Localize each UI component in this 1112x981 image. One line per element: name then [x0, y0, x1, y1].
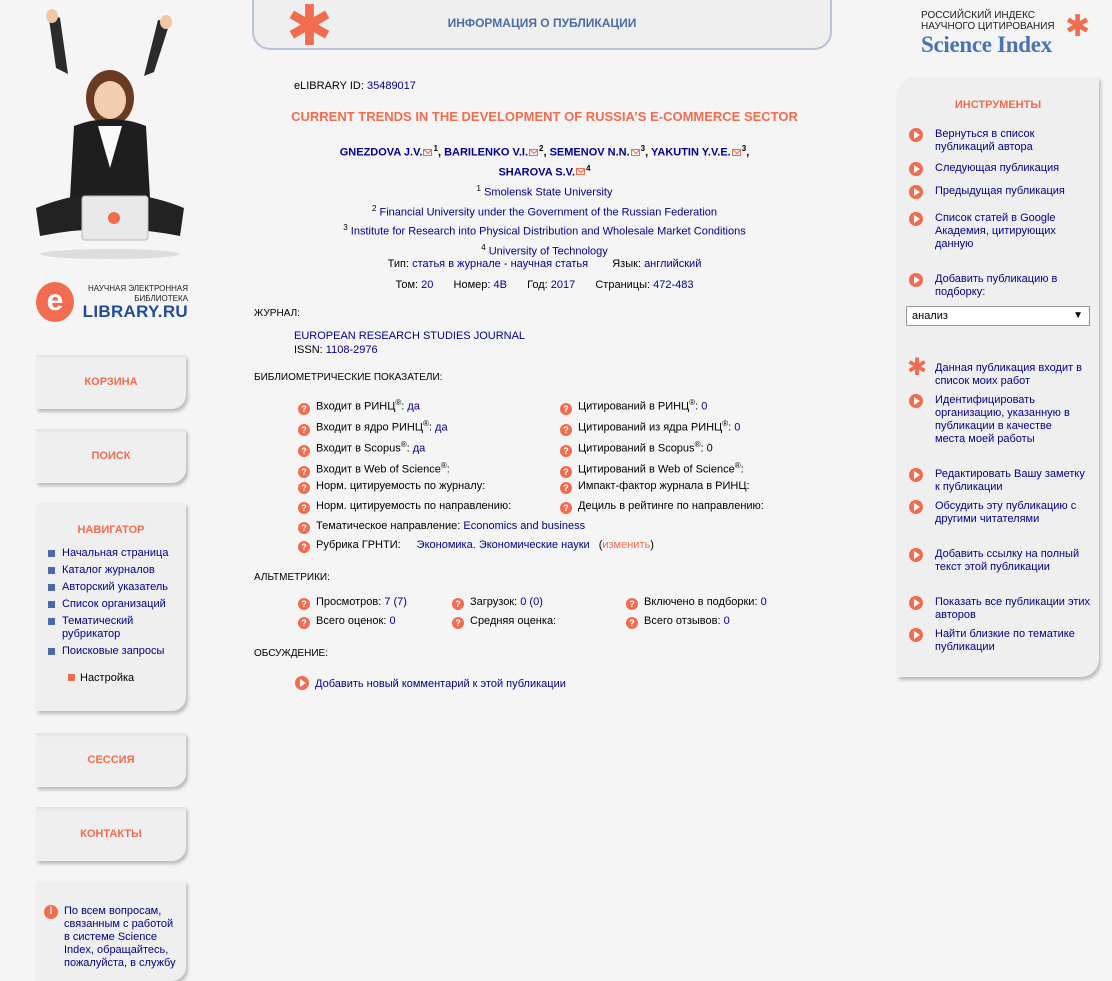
- help-icon[interactable]: ?: [452, 598, 464, 610]
- nav-search-queries-link[interactable]: Поисковые запросы: [48, 645, 186, 658]
- science-index-brand: Science Index: [921, 32, 1052, 57]
- affiliation-link[interactable]: Smolensk State University: [484, 186, 613, 199]
- science-index-caption: РОССИЙСКИЙ ИНДЕКС НАУЧНОГО ЦИТИРОВАНИЯ: [921, 10, 1055, 32]
- collection-select-value: анализ: [912, 310, 948, 322]
- grnti-link[interactable]: Экономика. Экономические науки: [416, 539, 590, 551]
- affiliation-link[interactable]: University of Technology: [488, 245, 608, 258]
- tool-next-publication[interactable]: Следующая публикация: [909, 162, 1095, 175]
- affiliation-link[interactable]: Financial University under the Government of the Russian Federation: [379, 206, 718, 219]
- session-button[interactable]: СЕССИЯ: [36, 733, 186, 787]
- mail-icon[interactable]: [732, 149, 741, 156]
- mail-icon[interactable]: [423, 149, 432, 156]
- help-icon[interactable]: ?: [298, 502, 310, 514]
- help-icon[interactable]: ?: [560, 502, 572, 514]
- help-icon[interactable]: ?: [298, 617, 310, 629]
- metric-norm-direction: ? Норм. цитируемость по направлению:: [298, 500, 511, 514]
- info-icon: i: [44, 905, 58, 919]
- metric-in-scopus: ? Входит в Scopus®: да: [298, 440, 425, 457]
- help-icon[interactable]: ?: [298, 424, 310, 436]
- publication-title: [252, 109, 837, 124]
- help-icon[interactable]: ?: [298, 482, 310, 494]
- affiliation-number: 3: [343, 223, 348, 233]
- affiliation-number: 2: [371, 203, 377, 213]
- publication-title-text: CURRENT TRENDS IN THE DEVELOPMENT OF RUSSIA’S E-COMMERCE SECTOR: [291, 109, 798, 124]
- language-value: английский: [644, 258, 702, 270]
- language-label: Язык:: [612, 258, 641, 270]
- issn-label: ISSN:: [294, 344, 323, 356]
- mail-icon[interactable]: [631, 149, 640, 156]
- arrow-right-icon: [909, 628, 923, 642]
- navigator-panel: [36, 503, 186, 711]
- author-affiliation-number: 3: [741, 144, 747, 153]
- help-icon[interactable]: ?: [452, 617, 464, 629]
- metric-citations-scopus: ? Цитирований в Scopus®: 0: [560, 440, 713, 457]
- arrow-right-icon: [909, 162, 923, 176]
- add-comment-link[interactable]: Добавить новый комментарий к этой публикации: [295, 676, 566, 690]
- issn-value: 1108-2976: [325, 344, 378, 356]
- page-title: ИНФОРМАЦИЯ О ПУБЛИКАЦИИ: [447, 16, 637, 30]
- author-link[interactable]: BARILENKO V.I.: [444, 146, 529, 159]
- type-label: Тип:: [387, 258, 410, 270]
- number-label: Номер:: [453, 279, 491, 291]
- grnti-change-link[interactable]: изменить: [602, 539, 651, 551]
- metric-in-rinc: ? Входит в РИНЦ®: да: [298, 398, 420, 415]
- arrow-right-icon: [909, 596, 923, 610]
- type-language-row: [252, 258, 837, 270]
- tool-edit-note[interactable]: Редактировать Вашу заметку к публикации: [909, 468, 1095, 494]
- help-icon[interactable]: ?: [560, 445, 572, 457]
- affiliation-number: 1: [476, 184, 481, 193]
- elibrary-id-label: eLIBRARY ID:: [294, 80, 364, 92]
- tool-identify-organization[interactable]: Идентифицировать организацию, указанную в публикации в качестве места моей работы: [909, 394, 1095, 446]
- metric-citations-rinc-core: ? Цитирований из ядра РИНЦ®: 0: [560, 419, 740, 436]
- help-icon[interactable]: ?: [560, 424, 572, 436]
- help-icon[interactable]: ?: [626, 598, 638, 610]
- discussion-section-label: ОБСУЖДЕНИЕ:: [254, 648, 329, 659]
- asterisk-icon: ✱: [1065, 10, 1091, 43]
- author-link[interactable]: SHAROVA S.V.: [498, 166, 576, 179]
- affiliation-number: 4: [481, 242, 486, 252]
- tool-my-works[interactable]: ✱ Данная публикация входит в список моих работ: [907, 354, 1083, 387]
- tool-back-to-author-list[interactable]: Вернуться в список публикаций автора: [909, 128, 1095, 154]
- help-icon[interactable]: ?: [298, 403, 310, 415]
- arrow-right-icon: [909, 128, 923, 142]
- metric-views: ? Просмотров: 7 (7): [298, 596, 407, 610]
- page-header-tab: [252, 0, 832, 57]
- tools-panel: [897, 77, 1099, 677]
- tools-title: ИНСТРУМЕНТЫ: [954, 99, 1042, 111]
- elibrary-logo-brand: LIBRARY.RU: [82, 302, 188, 321]
- mail-icon[interactable]: [576, 168, 585, 175]
- author-affiliation-number: 2: [539, 144, 544, 153]
- support-info-box: [36, 881, 186, 981]
- metric-downloads: ? Загрузок: 0 (0): [452, 596, 543, 610]
- help-icon[interactable]: ?: [626, 617, 638, 629]
- arrow-right-icon: [295, 676, 309, 690]
- metric-decile: ? Дециль в рейтинге по направлению:: [560, 500, 764, 514]
- journal-info: [294, 329, 879, 357]
- author-link[interactable]: GNEZDOVA J.V.: [339, 146, 423, 159]
- biblio-section-label: БИБЛИОМЕТРИЧЕСКИЕ ПОКАЗАТЕЛИ:: [254, 372, 443, 383]
- search-button[interactable]: ПОИСК: [36, 429, 186, 483]
- help-icon[interactable]: ?: [298, 598, 310, 610]
- metric-norm-journal: ? Норм. цитируемость по журналу:: [298, 480, 485, 494]
- flower-icon: ✱: [286, 0, 333, 57]
- metric-grnti: ? Рубрика ГРНТИ: Экономика. Экономические науки (изменить): [298, 539, 654, 553]
- metric-average-rating: ? Средняя оценка:: [452, 615, 556, 629]
- tool-discuss-publication[interactable]: Обсудить эту публикацию с другими читателями: [909, 500, 1095, 526]
- mail-icon[interactable]: [529, 149, 538, 156]
- metric-reviews: ? Всего отзывов: 0: [626, 615, 730, 629]
- arrow-right-icon: [909, 548, 923, 562]
- help-icon[interactable]: ?: [298, 541, 310, 553]
- metric-impact-factor: ? Импакт-фактор журнала в РИНЦ:: [560, 480, 750, 494]
- metric-in-wos: ? Входит в Web of Science®:: [298, 461, 450, 478]
- affiliation-link[interactable]: Institute for Research into Physical Distribution and Wholesale Market Conditions: [350, 225, 746, 238]
- navigator-title: НАВИГАТОР: [77, 524, 145, 536]
- altmetrics-section-label: АЛЬТМЕТРИКИ:: [254, 572, 330, 583]
- arrow-right-icon: [909, 394, 923, 408]
- asterisk-icon: ✱: [907, 354, 928, 381]
- help-icon[interactable]: ?: [298, 445, 310, 457]
- type-value: статья в журнале - научная статья: [412, 258, 589, 270]
- elibrary-logo-caption: НАУЧНАЯ ЭЛЕКТРОННАЯ БИБЛИОТЕКА: [88, 284, 188, 303]
- metric-citations-rinc: ? Цитирований в РИНЦ®: 0: [560, 398, 707, 415]
- tool-add-fulltext-link[interactable]: Добавить ссылку на полный текст этой публикации: [909, 548, 1095, 574]
- cart-button[interactable]: КОРЗИНА: [36, 355, 186, 409]
- author-affiliation-number: 1: [433, 144, 438, 153]
- pages-label: Страницы:: [595, 279, 651, 291]
- number-value[interactable]: 4B: [493, 279, 507, 291]
- arrow-right-icon: [909, 468, 923, 482]
- year-value: 2017: [550, 279, 576, 291]
- tool-show-authors-publications[interactable]: Показать все публикации этих авторов: [909, 596, 1095, 622]
- arrow-right-icon: [909, 500, 923, 514]
- woman-with-laptop-photo: [30, 8, 190, 260]
- nav-author-index-link[interactable]: Авторский указатель: [48, 581, 186, 594]
- topic-link[interactable]: Economics and business: [463, 520, 586, 532]
- author-link[interactable]: YAKUTIN Y.V.E.: [651, 146, 731, 159]
- nav-journals-catalog-link[interactable]: Каталог журналов: [48, 564, 186, 577]
- volume-label: Том:: [395, 279, 419, 291]
- metric-collections: ? Включено в подборки: 0: [626, 596, 767, 610]
- arrow-right-icon: [909, 212, 923, 226]
- nav-thematic-rubricator-link[interactable]: Тематический рубрикатор: [48, 615, 138, 641]
- authors-list: GNEZDOVA J.V. $^1$, BARILENKO V.I. $^2$, SEMENOV N.N. $^3$, YAKUTIN Y.V.E. $^3$, SHAROVA S.V. $^4$: [339, 144, 750, 179]
- author-affiliation-number: 4: [586, 163, 591, 173]
- author-link[interactable]: SEMENOV N.N.: [549, 146, 630, 159]
- journal-name-link[interactable]: EUROPEAN RESEARCH STUDIES JOURNAL: [294, 330, 526, 342]
- nav-settings-link[interactable]: Настройка: [68, 672, 186, 684]
- metric-citations-wos: ? Цитирований в Web of Science®:: [560, 461, 744, 478]
- help-icon[interactable]: ?: [560, 482, 572, 494]
- arrow-right-icon: [909, 273, 923, 287]
- metric-in-rinc-core: ? Входит в ядро РИНЦ®: да: [298, 419, 448, 436]
- tool-add-to-collection[interactable]: Добавить публикацию в подборку:: [909, 273, 1095, 299]
- contacts-button[interactable]: КОНТАКТЫ: [36, 807, 186, 861]
- help-icon[interactable]: ?: [298, 466, 310, 478]
- year-label: Год:: [527, 279, 548, 291]
- tool-find-similar[interactable]: Найти близкие по тематике публикации: [909, 628, 1095, 654]
- metric-ratings: ? Всего оценок: 0: [298, 615, 396, 629]
- support-info-text: По всем вопросам, связанным с работой в системе Science Index, обращайтесь, пожалуйста, в службу: [64, 905, 176, 969]
- volume-row: [252, 279, 837, 291]
- volume-value[interactable]: 20: [421, 279, 434, 291]
- help-icon[interactable]: ?: [560, 466, 572, 478]
- metric-topic: ? Тематическое направление: Economics and business: [298, 520, 585, 534]
- collection-select[interactable]: [906, 306, 1090, 326]
- elibrary-logo[interactable]: [36, 282, 188, 326]
- elibrary-logo-letter: e: [36, 282, 74, 322]
- pages-value: 472-483: [653, 279, 694, 291]
- help-icon[interactable]: ?: [298, 522, 310, 534]
- dropdown-arrow-icon: ▼: [1073, 310, 1083, 321]
- elibrary-id-row: [294, 80, 879, 92]
- tool-previous-publication[interactable]: Предыдущая публикация: [909, 185, 1095, 198]
- help-icon[interactable]: ?: [560, 403, 572, 415]
- journal-section-label: ЖУРНАЛ:: [254, 308, 300, 319]
- author-affiliation-number: 3: [640, 144, 646, 153]
- nav-organizations-link[interactable]: Список организаций: [48, 598, 186, 611]
- left-column: [0, 0, 200, 969]
- nav-home-link[interactable]: Начальная страница: [48, 547, 186, 560]
- tool-google-scholar-citing[interactable]: Список статей в Google Академия, цитирующих данную: [909, 212, 1095, 251]
- affiliations-list: [252, 181, 837, 260]
- arrow-right-icon: [909, 185, 923, 199]
- elibrary-id-value: 35489017: [366, 80, 416, 92]
